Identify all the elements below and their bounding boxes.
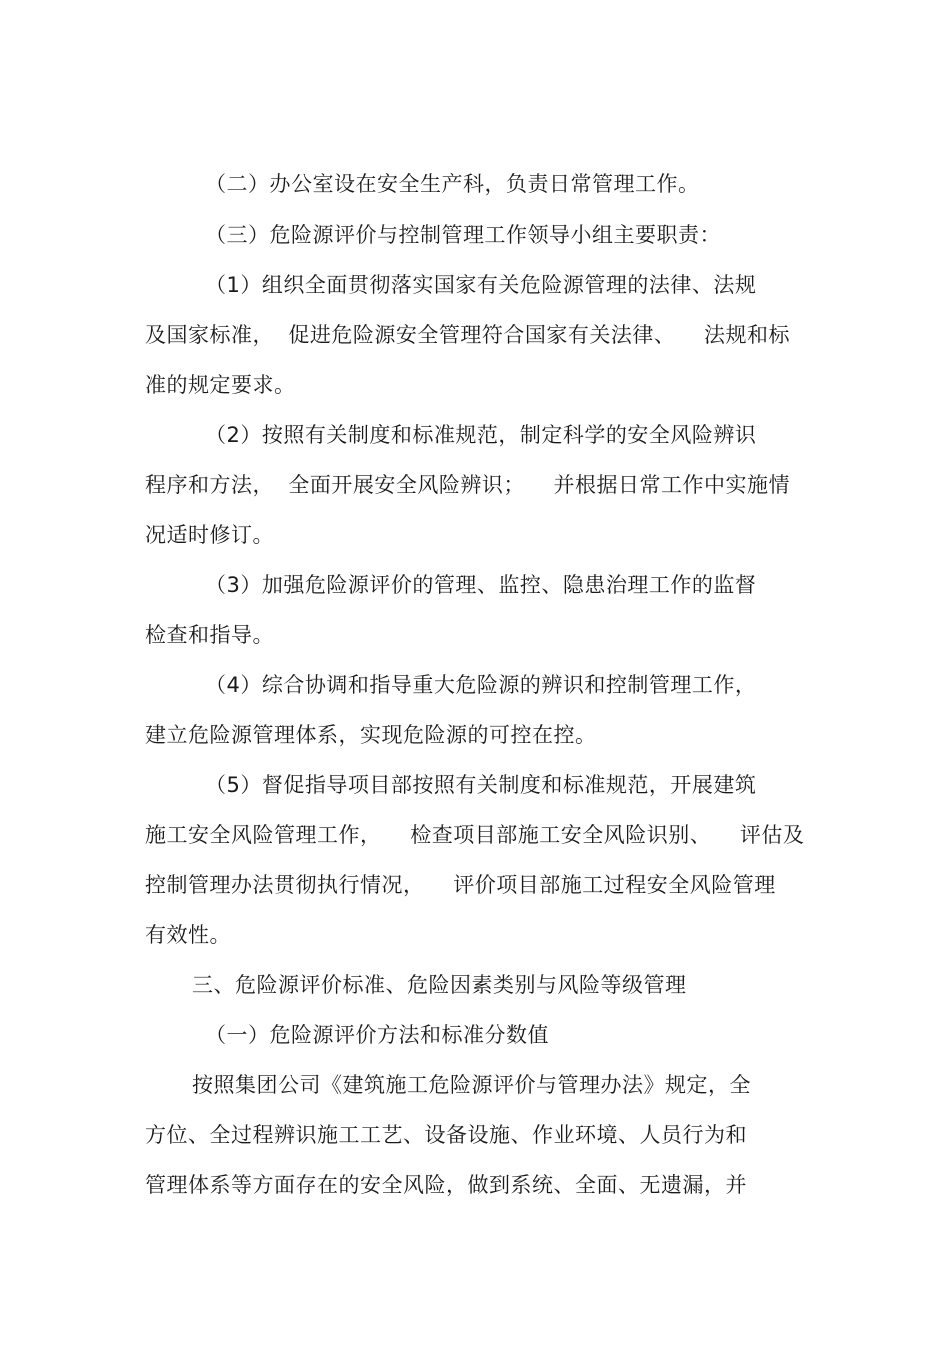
paragraph-line: （4）综合协调和指导重大危险源的辨识和控制管理工作， <box>205 673 757 697</box>
paragraph-line: 况适时修订。 <box>145 523 274 547</box>
paragraph-line: （2）按照有关制度和标准规范，制定科学的安全风险辨识 <box>205 423 757 447</box>
paragraph-line: （3）加强危险源评价的管理、监控、隐患治理工作的监督 <box>205 573 757 597</box>
subsection-heading: （一）危险源评价方法和标准分数值 <box>205 1023 549 1047</box>
paragraph-line: （二）办公室设在安全生产科，负责日常管理工作。 <box>205 172 700 196</box>
paragraph-line: （1）组织全面贯彻落实国家有关危险源管理的法律、法规 <box>205 273 757 297</box>
paragraph-line: （三）危险源评价与控制管理工作领导小组主要职责： <box>205 223 721 247</box>
paragraph-line: 建立危险源管理体系，实现危险源的可控在控。 <box>145 723 597 747</box>
paragraph-line: 施工安全风险管理工作， 检查项目部施工安全风险识别、 评估及 <box>145 823 805 847</box>
paragraph-line: 有效性。 <box>145 923 231 947</box>
paragraph-line: 按照集团公司《建筑施工危险源评价与管理办法》规定，全 <box>192 1073 751 1097</box>
paragraph-line: 程序和方法， 全面开展安全风险辨识； 并根据日常工作中实施情 <box>145 473 791 497</box>
paragraph-line: 方位、全过程辨识施工工艺、设备设施、作业环境、人员行为和 <box>145 1123 747 1147</box>
paragraph-line: 控制管理办法贯彻执行情况， 评价项目部施工过程安全风险管理 <box>145 873 776 897</box>
paragraph-line: 准的规定要求。 <box>145 373 296 397</box>
paragraph-line: 管理体系等方面存在的安全风险，做到系统、全面、无遗漏，并 <box>145 1173 747 1197</box>
paragraph-line: 及国家标准， 促进危险源安全管理符合国家有关法律、 法规和标 <box>145 323 791 347</box>
section-heading: 三、危险源评价标准、危险因素类别与风险等级管理 <box>192 973 687 997</box>
paragraph-line: （5）督促指导项目部按照有关制度和标准规范，开展建筑 <box>205 773 757 797</box>
paragraph-line: 检查和指导。 <box>145 623 274 647</box>
